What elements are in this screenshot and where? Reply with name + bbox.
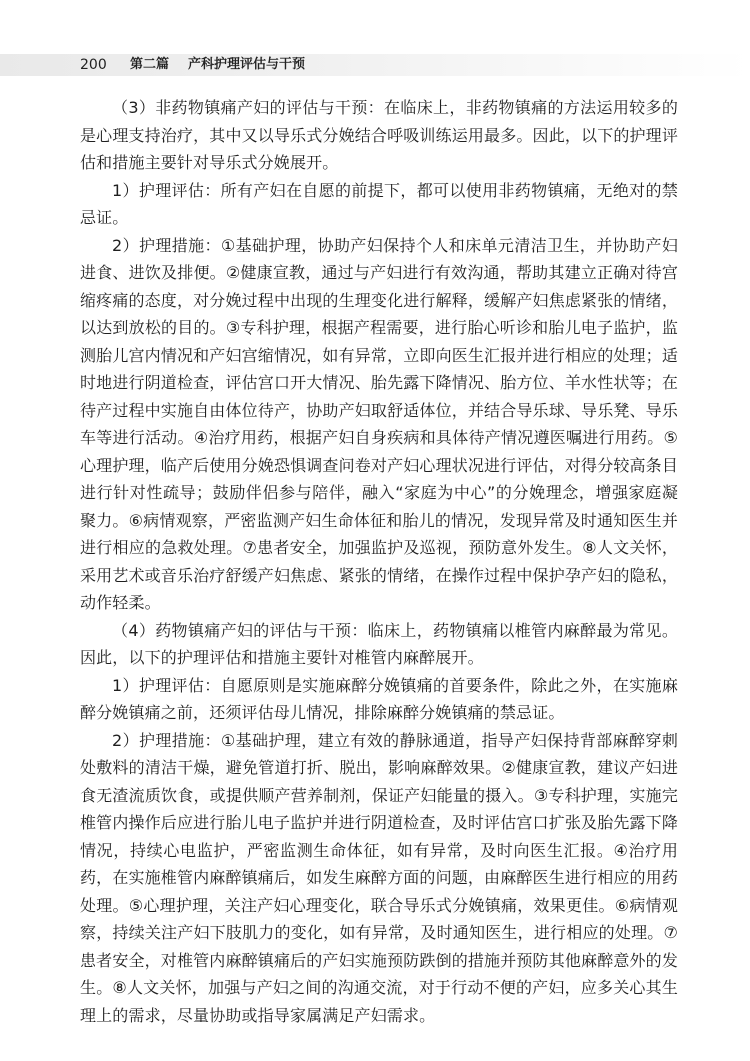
paragraph-pharm-assessment: 1）护理评估：自愿原则是实施麻醉分娩镇痛的首要条件，除此之外，在实施麻醉分娩镇痛之前，还须评估母儿情况，排除麻醉分娩镇痛的禁忌证。 bbox=[80, 675, 678, 722]
paragraph-pharm-measures: 2）护理措施：①基础护理，建立有效的静脉通道，指导产妇保持背部麻醉穿刺处敷料的清洁干燥，避免管道打折、脱出，影响麻醉效果。②健康宣教，建议产妇进食无渣流质饮食，或提供顺产营养制剂，保证产妇能量的摄入。③专科护理，实施完椎管内操作后应进行胎儿电子监护并进行阴道检查，及时评估宫口扩张及胎先露下降情况，持续心电监护，严密监测生命体征，如有异常，及时向医生汇报。④治疗用药，在实施椎管内麻醉镇痛后，如发生麻醉方面的问题，由麻醉医生进行相应的用药处理。⑤心理护理，关注产妇心理变化，联合导乐式分娩镇痛，效果更佳。⑥病情观察，持续关注产妇下肢肌力的变化，如有异常，及时通知医生，进行相应的处理。⑦患者安全，对椎管内麻醉镇痛后的产妇实施预防跌倒的措施并预防其他麻醉意外的发生。⑧人文关怀，加强与产妇之间的沟通交流，对于行动不便的产妇，应多关心其生理上的需求，尽量协助或指导家属满足产妇需求。 bbox=[80, 730, 678, 1025]
part-title: 第二篇 bbox=[130, 57, 170, 72]
part-subtitle: 产科护理评估与干预 bbox=[188, 57, 306, 72]
page-number: 200 bbox=[80, 57, 107, 73]
paragraph-nonpharm-intro: （3）非药物镇痛产妇的评估与干预：在临床上，非药物镇痛的方法运用较多的是心理支持治疗，其中又以导乐式分娩结合呼吸训练运用最多。因此，以下的护理评估和措施主要针对导乐式分娩展开。 bbox=[80, 98, 678, 172]
paragraph-pharm-intro: （4）药物镇痛产妇的评估与干预：临床上，药物镇痛以椎管内麻醉最为常见。因此，以下的护理评估和措施主要针对椎管内麻醉展开。 bbox=[80, 620, 678, 667]
body-text bbox=[80, 94, 678, 1029]
paragraph-nonpharm-measures: 2）护理措施：①基础护理，协助产妇保持个人和床单元清洁卫生，并协助产妇进食、进饮及排便。②健康宣教，通过与产妇进行有效沟通，帮助其建立正确对待宫缩疼痛的态度，对分娩过程中出现的生理变化进行解释，缓解产妇焦虑紧张的情绪，以达到放松的目的。③专科护理，根据产程需要，进行胎心听诊和胎儿电子监护，监测胎儿宫内情况和产妇宫缩情况，如有异常，立即向医生汇报并进行相应的处理；适时地进行阴道检查，评估宫口开大情况、胎先露下降情况、胎方位、羊水性状等；在待产过程中实施自由体位待产，协助产妇取舒适体位，并结合导乐球、导乐凳、导乐车等进行活动。④治疗用药，根据产妇自身疾病和具体待产情况遵医嘱进行用药。⑤心理护理，临产后使用分娩恐惧调查问卷对产妇心理状况进行评估，对得分较高条目进行针对性疏导；鼓励伴侣参与陪伴，融入“家庭为中心”的分娩理念，增强家庭凝聚力。⑥病情观察，严密监测产妇生命体征和胎儿的情况，发现异常及时通知医生并进行相应的急救处理。⑦患者安全，加强监护及巡视，预防意外发生。⑧人文关怀，采用艺术或音乐治疗舒缓产妇焦虑、紧张的情绪，在操作过程中保护孕产妇的隐私，动作轻柔。 bbox=[80, 235, 678, 612]
running-header-bar bbox=[0, 54, 750, 76]
paragraph-nonpharm-assessment: 1）护理评估：所有产妇在自愿的前提下，都可以使用非药物镇痛，无绝对的禁忌证。 bbox=[80, 180, 678, 227]
